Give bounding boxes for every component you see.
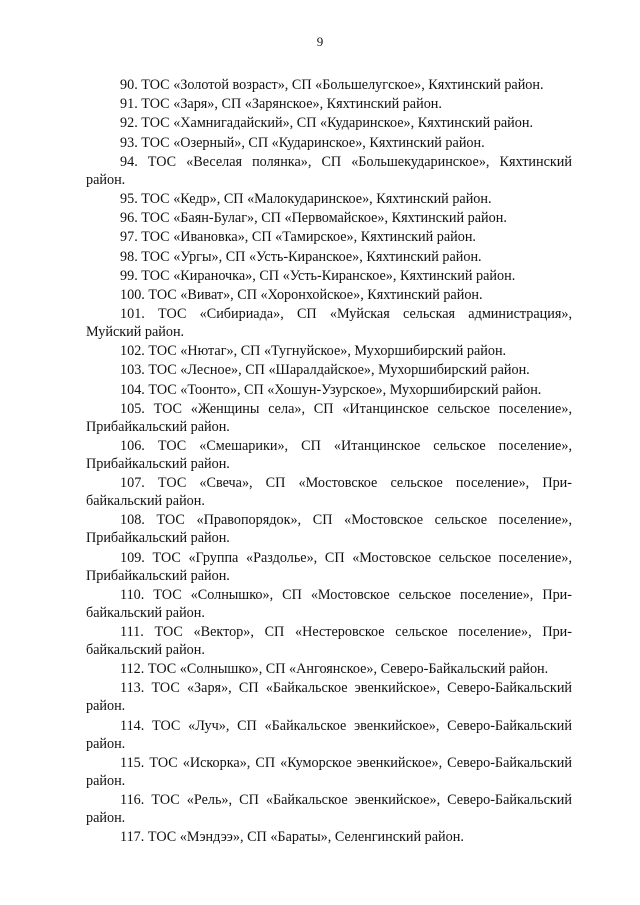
list-item: 99. ТОС «Кираночка», СП «Усть-Киранское», Кяхтинский район.: [120, 267, 516, 284]
list-item: 115. ТОС «Искорка», СП «Куморское эвенкийское», Северо-Байкальский район.: [86, 754, 572, 789]
list-item: 95. ТОС «Кедр», СП «Малокударинское», Кяхтинский район.: [120, 190, 492, 207]
list-item: 91. ТОС «Заря», СП «Зарянское», Кяхтинский район.: [120, 96, 442, 113]
list-item: 103. ТОС «Лесное», СП «Шаралдайское», Мухоршибирский район.: [120, 362, 530, 379]
list-item: 96. ТОС «Баян-Булаг», СП «Первомайское», Кяхтинский район.: [120, 210, 507, 227]
list-item: 92. ТОС «Хамнигадайский», СП «Кударинское», Кяхтинский район.: [120, 115, 533, 132]
list-item: 113. ТОС «Заря», СП «Байкальское эвенкийское», Северо-Байкальский район.: [86, 680, 572, 715]
list-item: 102. ТОС «Нютаг», СП «Тугнуйское», Мухоршибирский район.: [120, 343, 507, 360]
list-item: 104. ТОС «Тоонто», СП «Хошун-Узурское», Мухоршибирский район.: [120, 381, 542, 398]
list-item: 114. ТОС «Луч», СП «Байкальское эвенкийское», Северо-Байкальский район.: [86, 717, 572, 752]
list-item: 112. ТОС «Солнышко», СП «Ангоянское», Северо-Байкальский район.: [120, 661, 549, 678]
tos-list: [86, 76, 572, 847]
list-item: 109. ТОС «Группа «Раздолье», СП «Мостовское сельское поселение», Прибайкальский район.: [86, 549, 572, 584]
list-item: 116. ТОС «Рель», СП «Байкальское эвенкийское», Северо-Байкальский район.: [86, 791, 572, 826]
list-item: 90. ТОС «Золотой возраст», СП «Большелугское», Кяхтинский район.: [120, 77, 544, 93]
list-item: 93. ТОС «Озерный», СП «Кударинское», Кяхтинский район.: [120, 134, 485, 151]
list-item: 117. ТОС «Мэндээ», СП «Бараты», Селенгинский район.: [120, 829, 464, 846]
list-item: 105. ТОС «Женщины села», СП «Итанцинское сельское поселение», Прибайкальский район.: [86, 400, 572, 435]
list-item: 108. ТОС «Правопорядок», СП «Мостовское сельское поселение», Прибайкальский район.: [86, 512, 572, 547]
list-item: 94. ТОС «Веселая полянка», СП «Большекударинское», Кяхтинский район.: [86, 153, 572, 188]
list-item: 107. ТОС «Свеча», СП «Мостовское сельское поселение», Прибайкальский район.: [86, 475, 572, 510]
list-item: 101. ТОС «Сибириада», СП «Муйская сельская администрация», Муйский район.: [86, 306, 572, 341]
list-item: 111. ТОС «Вектор», СП «Нестеровское сельское поселение», Прибайкальский район.: [86, 623, 572, 658]
list-item: 97. ТОС «Ивановка», СП «Тамирское», Кяхтинский район.: [120, 229, 476, 246]
page-number: 9: [316, 34, 324, 49]
list-item: 100. ТОС «Виват», СП «Хоронхойское», Кяхтинский район.: [120, 286, 483, 303]
list-item: 98. ТОС «Ургы», СП «Усть-Киранское», Кяхтинский район.: [120, 248, 482, 265]
list-item: 106. ТОС «Смешарики», СП «Итанцинское сельское поселение», Прибайкальский район.: [86, 438, 572, 472]
list-item: 110. ТОС «Солнышко», СП «Мостовское сельское поселение», Прибайкальский район.: [86, 586, 572, 621]
